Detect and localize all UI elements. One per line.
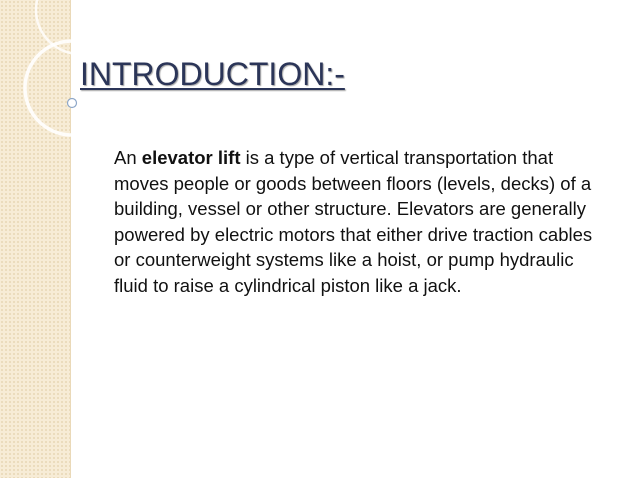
intro-paragraph bbox=[114, 145, 594, 298]
upper-arc-circle bbox=[36, 0, 110, 54]
paragraph-lead: An bbox=[114, 147, 142, 168]
paragraph-body: is a type of vertical transportation that moves people or goods between floors (levels, decks) of a building, vessel or other structure. Elevators are generally powered by electric motors that either drive traction cables or counterweight systems like a hoist, or pump hydraulic fluid to raise a cylindrical piston like a jack. bbox=[114, 147, 593, 296]
paragraph-bold-term: elevator lift bbox=[141, 147, 241, 168]
bullet-dot-icon bbox=[68, 99, 77, 108]
slide-title: INTRODUCTION:- bbox=[80, 56, 345, 92]
